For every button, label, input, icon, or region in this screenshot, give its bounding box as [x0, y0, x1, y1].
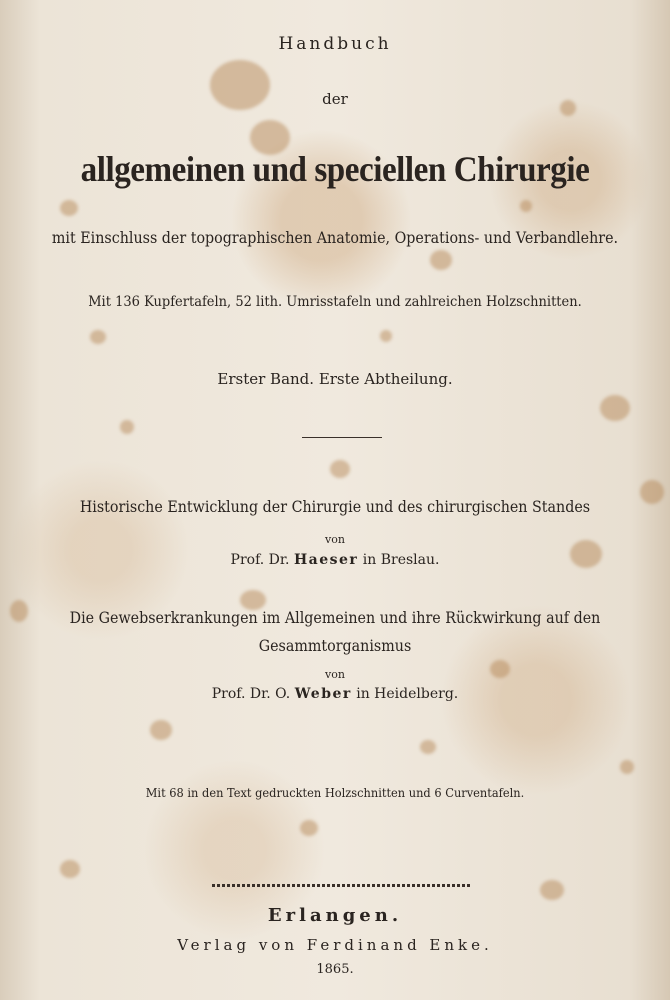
part1-author-suffix: in Breslau.: [362, 552, 440, 568]
heading-handbuch: Handbuch: [278, 34, 392, 54]
divider-rule: [302, 437, 382, 438]
part1-title: Historische Entwicklung der Chirurgie und des chirurgischen Standes: [79, 498, 591, 516]
plates-note: Mit 136 Kupfertafeln, 52 lith. Umrisstafeln und zahlreichen Holzschnitten.: [88, 294, 582, 310]
illustrations-note: Mit 68 in den Text gedruckten Holzschnitten und 6 Curventafeln.: [145, 786, 525, 800]
imprint-city: Erlangen.: [267, 905, 403, 926]
imprint-publisher: Verlag von Ferdinand Enke.: [177, 936, 493, 954]
part1-von: von: [325, 533, 345, 546]
part2-title-line2: Gesammtorganismus: [258, 637, 412, 655]
part2-author-prefix: Prof. Dr. O.: [211, 686, 291, 702]
part1-author: [0, 552, 670, 568]
part2-von: von: [325, 668, 345, 681]
wavy-rule: [212, 884, 470, 887]
part2-author-suffix: in Heidelberg.: [356, 686, 459, 702]
subtitle: mit Einschluss der topographischen Anatomie, Operations- und Verbandlehre.: [51, 229, 619, 247]
part1-author-prefix: Prof. Dr.: [230, 552, 290, 568]
main-title: allgemeinen und speciellen Chirurgie: [80, 149, 590, 189]
part1-author-name: Haeser: [293, 552, 359, 568]
part2-author-name: Weber: [294, 686, 352, 702]
imprint-year: 1865.: [316, 962, 354, 977]
part2-author: [0, 686, 670, 702]
heading-der: der: [322, 90, 348, 108]
part2-title-line1: Die Gewebserkrankungen im Allgemeinen und ihre Rückwirkung auf den: [69, 609, 601, 627]
volume-line: Erster Band. Erste Abtheilung.: [217, 370, 453, 388]
